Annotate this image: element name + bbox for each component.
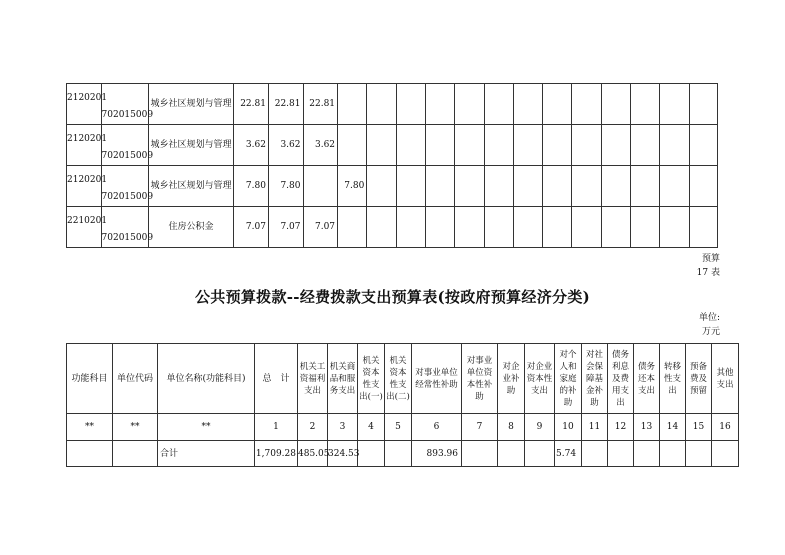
column-header: 对事业单位经常性补助 — [412, 344, 462, 414]
total-col-5 — [385, 441, 412, 467]
column-header: 其他支出 — [712, 344, 739, 414]
empty-cell — [689, 207, 717, 248]
empty-cell — [660, 207, 689, 248]
index-cell: 15 — [686, 414, 712, 441]
empty-cell — [543, 207, 572, 248]
empty-cell — [367, 166, 396, 207]
unit-name-cell: 城乡社区规划与管理 — [148, 166, 234, 207]
goods-cell: 3.62 — [303, 125, 338, 166]
index-cell: 8 — [498, 414, 525, 441]
total-sum: 1,709.28 — [255, 441, 298, 467]
capital-cell: 7.80 — [338, 166, 367, 207]
column-header: 单位名称(功能科目) — [158, 344, 255, 414]
total-col-4 — [358, 441, 385, 467]
total-col-12 — [608, 441, 634, 467]
empty-cell — [572, 125, 601, 166]
empty-cell — [455, 166, 484, 207]
unit-code-cell: 702015009 — [101, 84, 148, 125]
index-row — [67, 414, 739, 441]
empty-cell — [367, 125, 396, 166]
empty-cell — [513, 125, 542, 166]
column-header: 机关工资福利支出 — [298, 344, 328, 414]
function-code-cell: 2120201 — [67, 84, 102, 125]
unit-line-1: 单位: — [698, 313, 720, 323]
detail-row — [67, 166, 718, 207]
table-note — [690, 252, 720, 280]
function-code-cell: 2120201 — [67, 166, 102, 207]
goods-cell: 22.81 — [303, 84, 338, 125]
column-header: 机关资本性支出(二) — [385, 344, 412, 414]
unit-label — [690, 311, 720, 339]
column-header: 机关资本性支出(一) — [358, 344, 385, 414]
unit-code-cell: 702015009 — [101, 207, 148, 248]
wage-cell: 7.07 — [268, 207, 303, 248]
total-col-14 — [660, 441, 686, 467]
empty-cell — [601, 207, 630, 248]
unit-name-cell: 城乡社区规划与管理 — [148, 84, 234, 125]
empty-cell — [455, 125, 484, 166]
index-cell: 3 — [328, 414, 358, 441]
total-col-3: 324.53 — [328, 441, 358, 467]
index-cell: ** — [113, 414, 158, 441]
wage-cell: 7.80 — [268, 166, 303, 207]
index-cell: 13 — [634, 414, 660, 441]
capital-cell — [338, 207, 367, 248]
empty-cell — [689, 84, 717, 125]
empty-cell — [425, 166, 454, 207]
index-cell: 9 — [525, 414, 555, 441]
empty-cell — [543, 166, 572, 207]
empty-cell — [631, 84, 660, 125]
function-code-cell: 2120201 — [67, 125, 102, 166]
index-cell: ** — [67, 414, 113, 441]
total-col-7 — [462, 441, 498, 467]
total-func-cell — [67, 441, 113, 467]
empty-cell — [484, 166, 513, 207]
column-header: 对社会保障基金补助 — [582, 344, 608, 414]
total-col-9 — [525, 441, 555, 467]
column-header: 债务利息及费用支出 — [608, 344, 634, 414]
detail-row — [67, 125, 718, 166]
empty-cell — [601, 166, 630, 207]
empty-cell — [572, 84, 601, 125]
index-cell: 10 — [555, 414, 582, 441]
empty-cell — [631, 166, 660, 207]
page-title: 公共预算拨款--经费拨款支出预算表(按政府预算经济分类) — [194, 288, 591, 306]
total-cell: 7.80 — [234, 166, 269, 207]
empty-cell — [367, 207, 396, 248]
goods-cell — [303, 166, 338, 207]
empty-cell — [689, 166, 717, 207]
index-cell: 1 — [255, 414, 298, 441]
total-cell: 7.07 — [234, 207, 269, 248]
column-header: 转移性支出 — [660, 344, 686, 414]
empty-cell — [455, 84, 484, 125]
unit-code-cell: 702015009 — [101, 166, 148, 207]
empty-cell — [425, 125, 454, 166]
unit-name-cell: 住房公积金 — [148, 207, 234, 248]
note-line-1: 预算 — [701, 254, 720, 264]
column-header: 预备费及预留 — [686, 344, 712, 414]
empty-cell — [513, 84, 542, 125]
budget-table — [66, 343, 739, 467]
total-col-8 — [498, 441, 525, 467]
function-code-cell: 2210201 — [67, 207, 102, 248]
empty-cell — [631, 207, 660, 248]
column-header: 机关商品和服务支出 — [328, 344, 358, 414]
empty-cell — [543, 84, 572, 125]
empty-cell — [543, 125, 572, 166]
capital-cell — [338, 125, 367, 166]
total-cell: 22.81 — [234, 84, 269, 125]
empty-cell — [425, 84, 454, 125]
unit-code-cell: 702015009 — [101, 125, 148, 166]
wage-cell: 3.62 — [268, 125, 303, 166]
empty-cell — [396, 207, 425, 248]
total-col-16 — [712, 441, 739, 467]
index-cell: 7 — [462, 414, 498, 441]
empty-cell — [601, 125, 630, 166]
empty-cell — [689, 125, 717, 166]
total-code-cell — [113, 441, 158, 467]
empty-cell — [396, 125, 425, 166]
index-cell: 14 — [660, 414, 686, 441]
column-header: 功能科目 — [67, 344, 113, 414]
total-col-13 — [634, 441, 660, 467]
column-header: 对企业资本性支出 — [525, 344, 555, 414]
column-header: 总 计 — [255, 344, 298, 414]
empty-cell — [484, 125, 513, 166]
empty-cell — [631, 125, 660, 166]
empty-cell — [367, 84, 396, 125]
total-col-6: 893.96 — [412, 441, 462, 467]
wage-cell: 22.81 — [268, 84, 303, 125]
column-header: 债务还本支出 — [634, 344, 660, 414]
empty-cell — [660, 84, 689, 125]
capital-cell — [338, 84, 367, 125]
empty-cell — [484, 84, 513, 125]
column-header: 单位代码 — [113, 344, 158, 414]
total-col-2: 485.05 — [298, 441, 328, 467]
note-line-2: 17 表 — [696, 268, 720, 278]
header-row — [67, 344, 739, 414]
index-cell: 2 — [298, 414, 328, 441]
total-label: 合计 — [158, 441, 255, 467]
empty-cell — [513, 166, 542, 207]
empty-cell — [513, 207, 542, 248]
unit-name-cell: 城乡社区规划与管理 — [148, 125, 234, 166]
column-header: 对企业补助 — [498, 344, 525, 414]
index-cell: 12 — [608, 414, 634, 441]
unit-line-2: 万元 — [701, 327, 720, 337]
index-cell: 4 — [358, 414, 385, 441]
detail-row — [67, 84, 718, 125]
empty-cell — [601, 84, 630, 125]
detail-table-continued — [66, 83, 718, 248]
empty-cell — [425, 207, 454, 248]
total-row — [67, 441, 739, 467]
total-col-15 — [686, 441, 712, 467]
index-cell: ** — [158, 414, 255, 441]
detail-row — [67, 207, 718, 248]
index-cell: 5 — [385, 414, 412, 441]
empty-cell — [484, 207, 513, 248]
index-cell: 6 — [412, 414, 462, 441]
empty-cell — [660, 166, 689, 207]
index-cell: 11 — [582, 414, 608, 441]
total-col-11 — [582, 441, 608, 467]
empty-cell — [572, 207, 601, 248]
empty-cell — [396, 84, 425, 125]
total-col-10: 5.74 — [555, 441, 582, 467]
column-header: 对个人和家庭的补助 — [555, 344, 582, 414]
index-cell: 16 — [712, 414, 739, 441]
goods-cell: 7.07 — [303, 207, 338, 248]
total-cell: 3.62 — [234, 125, 269, 166]
empty-cell — [660, 125, 689, 166]
column-header: 对事业单位资本性补助 — [462, 344, 498, 414]
empty-cell — [572, 166, 601, 207]
empty-cell — [455, 207, 484, 248]
empty-cell — [396, 166, 425, 207]
